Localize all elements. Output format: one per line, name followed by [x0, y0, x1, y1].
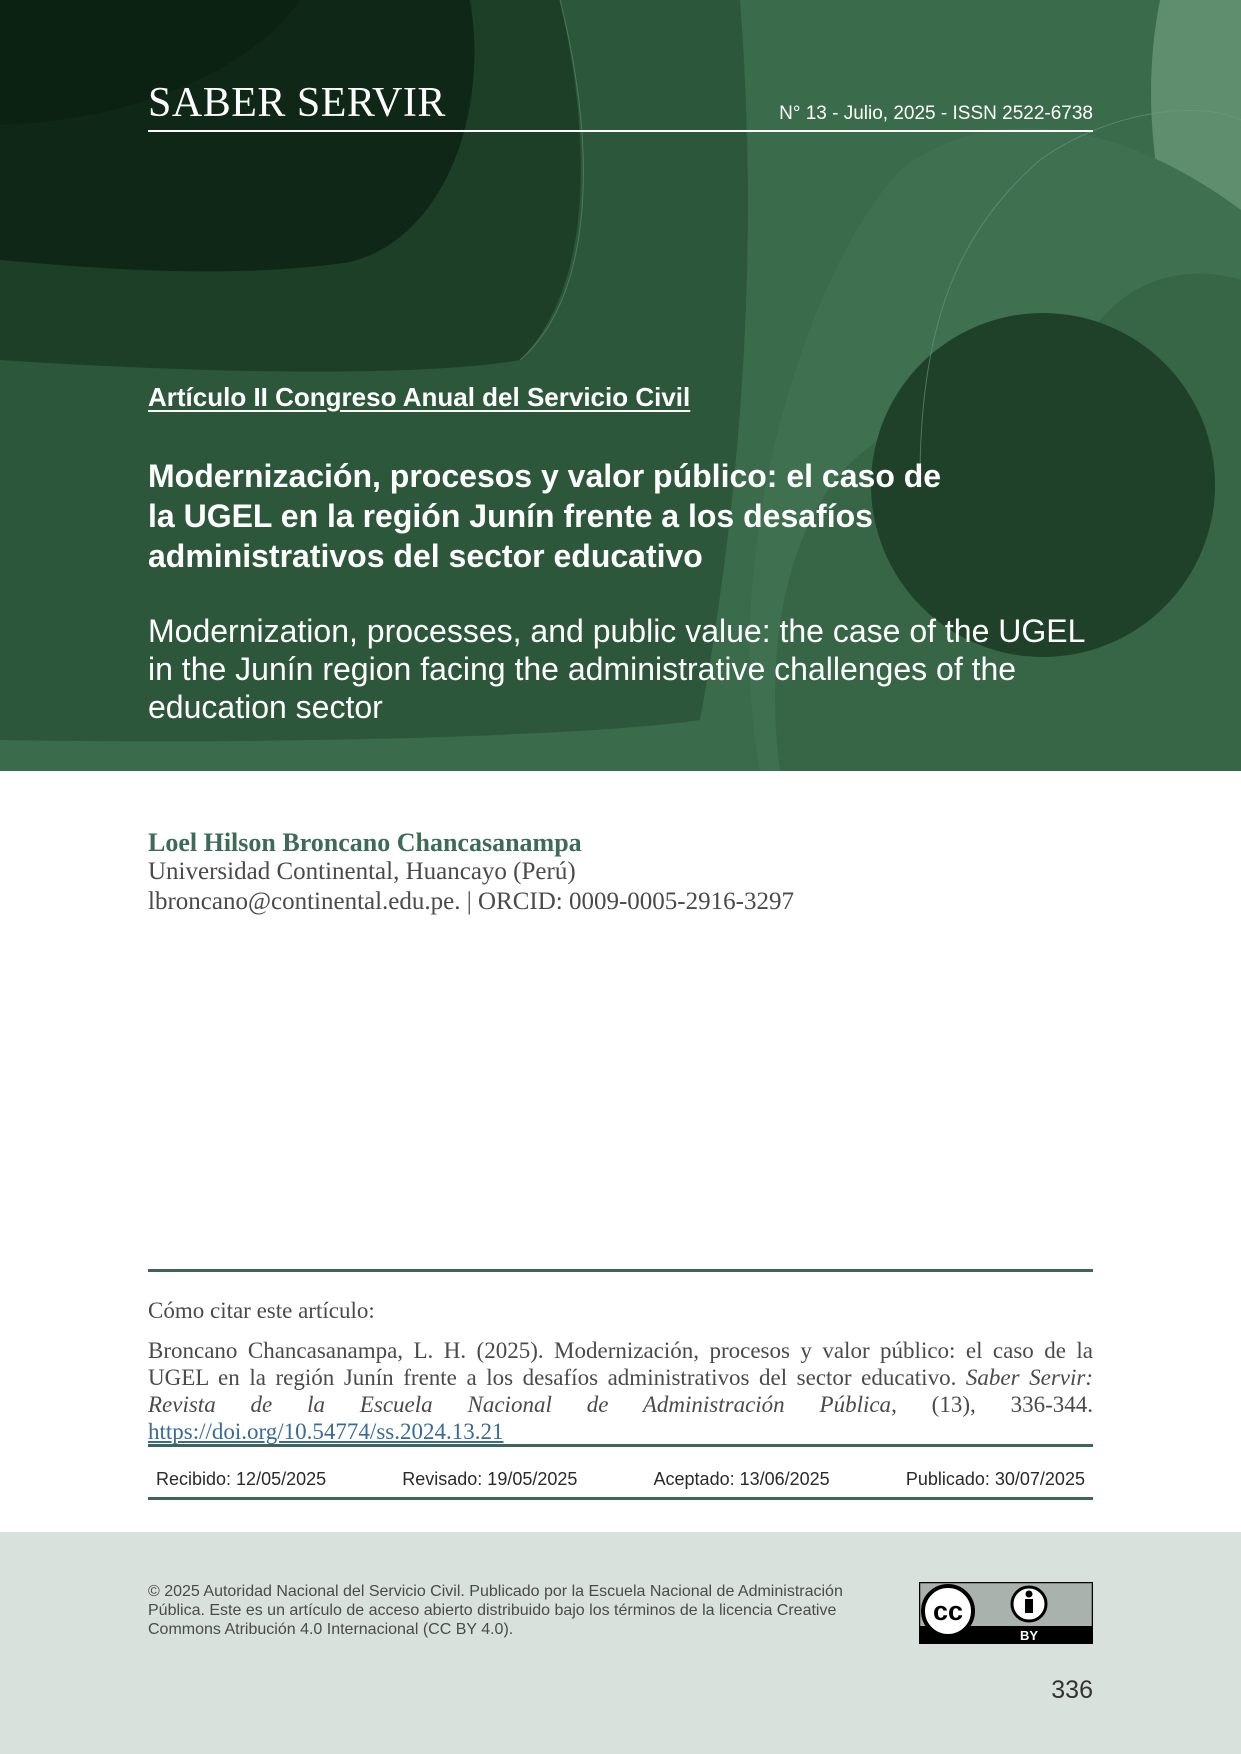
doi-link[interactable]: https://doi.org/10.54774/ss.2024.13.21	[148, 1419, 504, 1444]
header-rule	[148, 130, 1093, 132]
article-title-es: Modernización, procesos y valor público: el caso de la UGEL en la región Junín frente a los desafíos administrativos del sector educativo	[148, 458, 942, 574]
citation-text-start: Broncano Chancasanampa, L. H. (2025). Modernización, procesos y valor público: el caso de la UGEL en la región Junín frente a los desafíos administrativos del sector educativo.	[148, 1338, 1093, 1390]
date-received: Recibido: 12/05/2025	[156, 1468, 327, 1489]
article-section: Artículo II Congreso Anual del Servicio Civil	[148, 382, 691, 412]
date-revised: Revisado: 19/05/2025	[402, 1468, 578, 1489]
dates-row	[148, 1459, 1093, 1499]
hero-banner	[0, 0, 1241, 771]
dates-bottom-rule	[148, 1497, 1093, 1500]
author-contact: lbroncano@continental.edu.pe. | ORCID: 0009-0005-2916-3297	[148, 888, 794, 915]
citation-journal: Saber Servir: Revista de la Escuela Nacional de Administración Pública	[148, 1365, 1093, 1417]
cc-by-label: BY	[1019, 1628, 1039, 1643]
citation-text	[148, 1337, 1093, 1445]
dates-top-rule	[148, 1444, 1093, 1447]
date-published: Publicado: 30/07/2025	[905, 1468, 1085, 1489]
cc-text: cc	[932, 1596, 964, 1626]
author-affiliation: Universidad Continental, Huancayo (Perú)	[148, 858, 576, 885]
article-title-en: Modernization, processes, and public value: the case of the UGEL in the Junín region facing the administrative challenges of the education sector	[148, 613, 1085, 725]
citation-heading: Cómo citar este artículo:	[148, 1298, 375, 1323]
date-accepted: Aceptado: 13/06/2025	[653, 1468, 830, 1489]
citation-text-end: , (13), 336-344.	[891, 1392, 1093, 1417]
citation-top-rule	[148, 1269, 1093, 1272]
page-number: 336	[1051, 1676, 1093, 1704]
author-name: Loel Hilson Broncano Chancasanampa	[148, 828, 582, 857]
license-text: © 2025 Autoridad Nacional del Servicio Civil. Publicado por la Escuela Nacional de Administración Pública. Este es un artículo de acceso abierto distribuido bajo los términos de la licencia Creative Commons Atribución 4.0 Internacional (CC BY 4.0).	[148, 1583, 843, 1638]
cc-by-badge-icon[interactable]	[919, 1582, 1093, 1644]
issue-info: N° 13 - Julio, 2025 - ISSN 2522-6738	[779, 103, 1093, 124]
journal-title: SABER SERVIR	[148, 80, 446, 126]
